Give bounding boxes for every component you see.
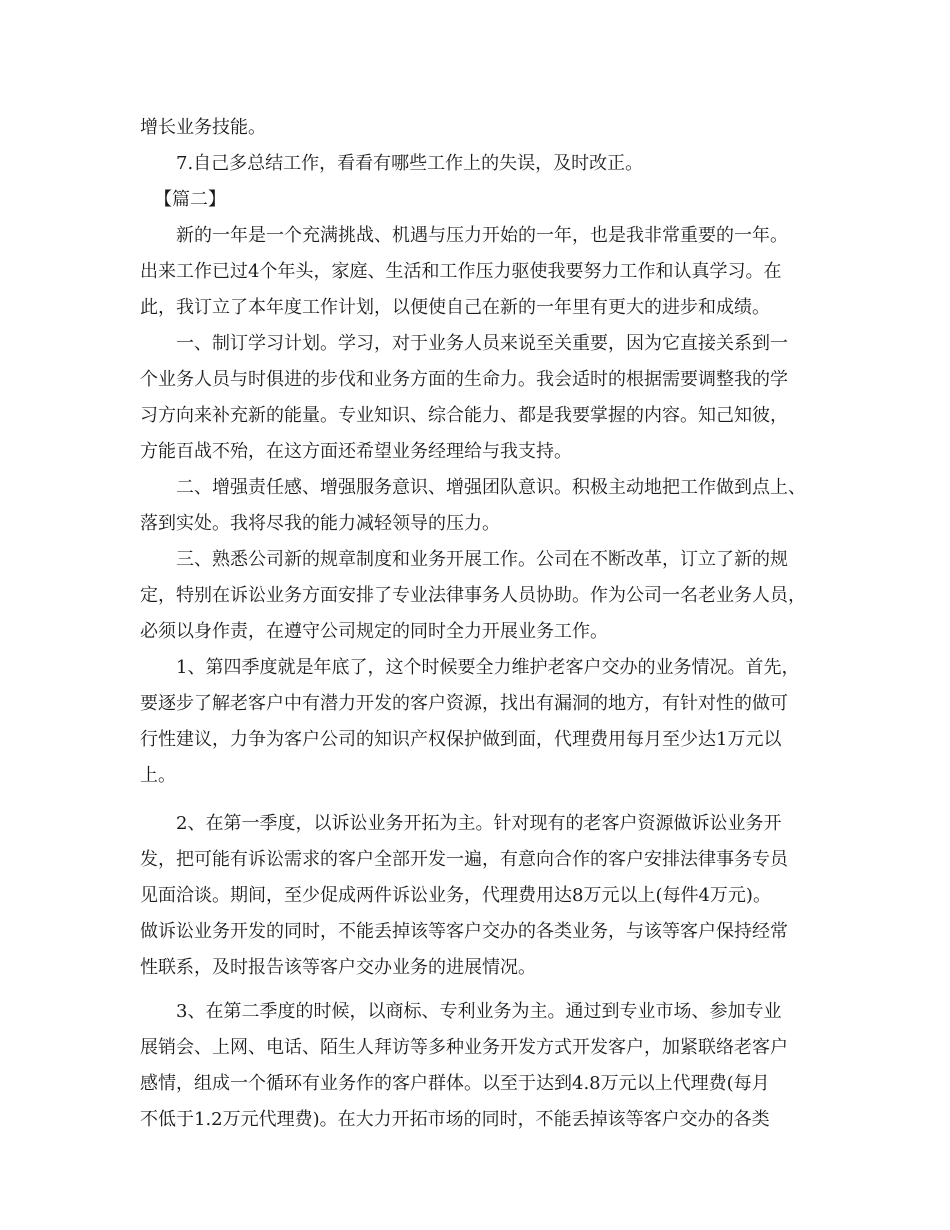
text-line: 增长业务技能。 <box>140 117 266 138</box>
text-line: 做诉讼业务开发的同时，不能丢掉该等客户交办的各类业务，与该等客户保持经常 <box>140 921 788 942</box>
text-line: 不低于1.2万元代理费)。在大力开拓市场的同时，不能丢掉该等客户交办的各类 <box>140 1109 770 1130</box>
text-line: 个业务人员与时俱进的步伐和业务方面的生命力。我会适时的根据需要调整我的学 <box>140 369 788 390</box>
text-line: 2、在第一季度，以诉讼业务开拓为主。针对现有的老客户资源做诉讼业务开 <box>176 813 782 834</box>
text-line: 二、增强责任感、增强服务意识、增强团队意识。积极主动地把工作做到点上、 <box>176 477 806 498</box>
section-heading: 【篇二】 <box>154 189 226 210</box>
text-line: 习方向来补充新的能量。专业知识、综合能力、都是我要掌握的内容。知己知彼， <box>140 405 788 426</box>
text-line: 行性建议，力争为客户公司的知识产权保护做到面，代理费用每月至少达1万元以 <box>140 729 782 750</box>
text-line: 方能百战不殆，在这方面还希望业务经理给与我支持。 <box>140 441 572 462</box>
text-line: 落到实处。我将尽我的能力减轻领导的压力。 <box>140 513 500 534</box>
text-line: 定，特别在诉讼业务方面安排了专业法律事务人员协助。作为公司一名老业务人员， <box>140 585 806 606</box>
text-line: 要逐步了解老客户中有潜力开发的客户资源，找出有漏洞的地方，有针对性的做可 <box>140 693 788 714</box>
text-line: 见面洽谈。期间，至少促成两件诉讼业务，代理费用达8万元以上(每件4万元)。 <box>140 885 771 906</box>
text-line: 感情，组成一个循环有业务作的客户群体。以至于达到4.8万元以上代理费(每月 <box>140 1073 770 1094</box>
text-line: 出来工作已过4个年头，家庭、生活和工作压力驱使我要努力工作和认真学习。在 <box>140 261 782 282</box>
text-line: 3、在第二季度的时候，以商标、专利业务为主。通过到专业市场、参加专业 <box>176 1001 782 1022</box>
text-line: 此，我订立了本年度工作计划，以便使自己在新的一年里有更大的进步和成绩。 <box>140 297 770 318</box>
text-line: 发，把可能有诉讼需求的客户全部开发一遍，有意向合作的客户安排法律事务专员 <box>140 849 788 870</box>
text-line: 三、熟悉公司新的规章制度和业务开展工作。公司在不断改革，订立了新的规 <box>176 549 788 570</box>
text-line: 必须以身作责，在遵守公司规定的同时全力开展业务工作。 <box>140 621 608 642</box>
text-line: 1、第四季度就是年底了，这个时候要全力维护老客户交办的业务情况。首先， <box>176 657 800 678</box>
text-line: 新的一年是一个充满挑战、机遇与压力开始的一年，也是我非常重要的一年。 <box>176 225 788 246</box>
text-line: 展销会、上网、电话、陌生人拜访等多种业务开发方式开发客户，加紧联络老客户 <box>140 1037 788 1058</box>
text-line: 性联系，及时报告该等客户交办业务的进展情况。 <box>140 957 536 978</box>
text-line: 上。 <box>140 765 176 786</box>
text-line: 一、制订学习计划。学习，对于业务人员来说至关重要，因为它直接关系到一 <box>176 333 788 354</box>
text-line: 7.自己多总结工作，看看有哪些工作上的失误，及时改正。 <box>176 153 644 174</box>
